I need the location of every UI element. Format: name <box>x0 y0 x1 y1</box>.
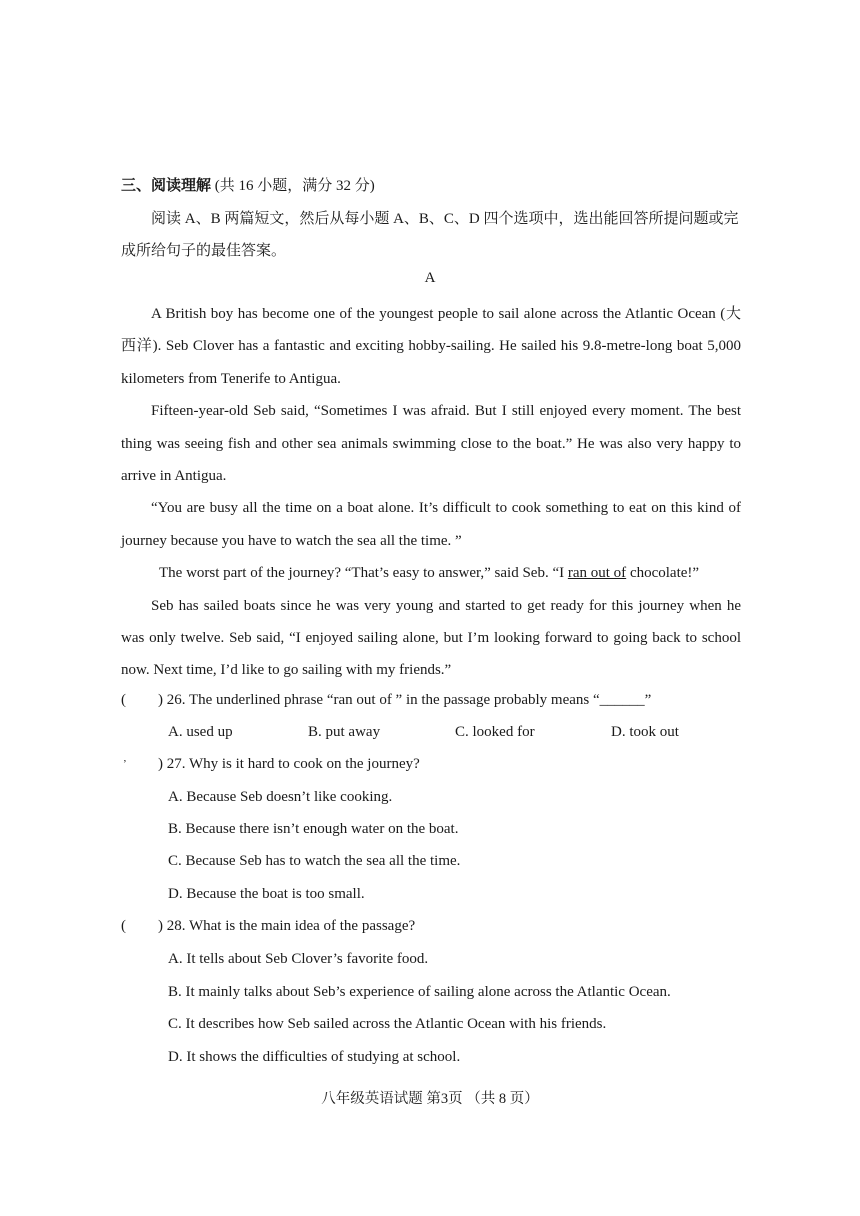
passage-paragraph-1: A British boy has become one of the youngest people to sail alone across the Atlantic Ocean (大西洋). Seb Clover has a fantastic and exciting hobby-sailing. He sailed his 9.8-metre-long boat 5,000 kilometers from Tenerife to Antigua. <box>121 306 741 387</box>
passage-paragraph-5: Seb has sailed boats since he was very young and started to get ready for this journey when he was only twelve. Seb said, “I enjoyed sailing alone, but I’m looking forward to going back to school now. Next time, I’d like to go sailing with my friends.” <box>121 597 741 679</box>
question-stem: ) 27. Why is it hard to cook on the journey? <box>158 756 420 772</box>
question-28-option-a: A. It tells about Seb Clover’s favorite food. <box>168 951 429 967</box>
question-27-option-d: D. Because the boat is too small. <box>168 886 365 902</box>
question-28-option-b: B. It mainly talks about Seb’s experience of sailing alone across the Atlantic Ocean. <box>168 984 671 1000</box>
option-c: C. looked for <box>455 724 535 740</box>
section-heading: 三、阅读理解 <box>121 178 212 194</box>
answer-paren: ( <box>121 692 126 708</box>
option-b: B. put away <box>308 724 381 740</box>
passage-paragraph-3: “You are busy all the time on a boat alone. It’s difficult to cook something to eat on this kind of journey because you have to watch the sea all the time. ” <box>121 500 741 549</box>
question-27-option-b: B. Because there isn’t enough water on the boat. <box>168 821 459 837</box>
option-a: A. used up <box>168 724 233 740</box>
section-note: (共 16 小题，满分 32 分) <box>214 178 375 194</box>
passage-paragraph-4 <box>121 557 741 589</box>
instructions-line-2: 成所给句子的最佳答案。 <box>121 243 287 259</box>
page-footer: 八年级英语试题 第3页 （共 8 页） <box>321 1091 539 1107</box>
passage-a <box>121 298 741 687</box>
answer-paren: ( <box>121 918 126 934</box>
option-d: D. took out <box>611 724 679 740</box>
paragraph-4-text-before: The worst part of the journey? “That’s easy to answer,” said Seb. “I <box>159 565 568 582</box>
question-stem: ) 28. What is the main idea of the passage? <box>158 918 416 934</box>
underlined-phrase: ran out of <box>567 565 627 582</box>
question-28-option-c: C. It describes how Seb sailed across the Atlantic Ocean with his friends. <box>168 1016 607 1032</box>
instructions-line-1: 阅读 A、B 两篇短文，然后从每小题 A、B、C、D 四个选项中，选出能回答所提问题或完 <box>151 211 739 227</box>
question-28-option-d: D. It shows the difficulties of studying at school. <box>168 1049 461 1065</box>
question-27-option-c: C. Because Seb has to watch the sea all the time. <box>168 853 461 869</box>
paragraph-4-text-after: chocolate!” <box>626 565 700 582</box>
section-title <box>121 174 375 195</box>
instructions <box>121 203 741 267</box>
passage-paragraph-2: Fifteen-year-old Seb said, “Sometimes I was afraid. But I still enjoyed every moment. The best thing was seeing fish and other sea animals swimming close to the boat.” He was also very happy to arrive in Antigua. <box>121 403 741 485</box>
question-27-option-a: A. Because Seb doesn’t like cooking. <box>168 789 393 805</box>
answer-paren: ʼ <box>123 758 127 770</box>
passage-label: A <box>424 270 436 286</box>
question-stem: ) 26. The underlined phrase “ran out of ” in the passage probably means “______” <box>158 692 652 708</box>
